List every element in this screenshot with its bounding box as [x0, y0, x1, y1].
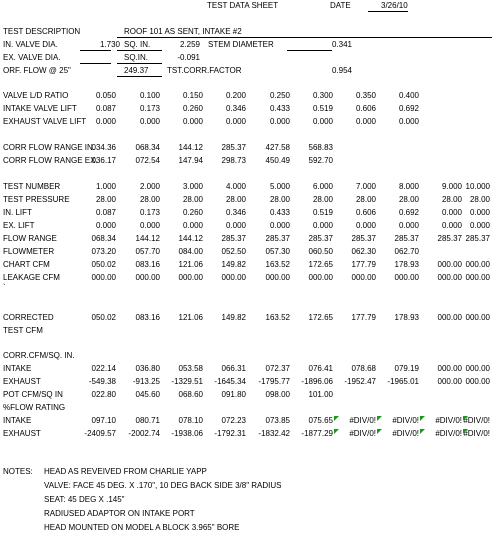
- error-marker-icon: [463, 416, 468, 421]
- cell: 0.000: [95, 221, 116, 230]
- cell: 0.173: [139, 208, 160, 217]
- cell: 0.000: [139, 221, 160, 230]
- cell: 28.00: [398, 195, 419, 204]
- cell: 0.692: [398, 208, 419, 217]
- cell: 285.37: [465, 234, 490, 243]
- sheet-title: TEST DATA SHEET: [207, 1, 279, 10]
- cell: 8.000: [398, 182, 419, 191]
- cell: 000.00: [394, 273, 419, 282]
- cell: -1877.29: [301, 429, 333, 438]
- cell: -1952.47: [344, 377, 376, 386]
- in-valve-label: IN. VALVE DIA.: [3, 40, 58, 49]
- row-label: IN. LIFT: [3, 208, 32, 217]
- cell: 0.606: [355, 208, 376, 217]
- cell: 285.37: [308, 234, 333, 243]
- orf-value: 249.37: [124, 66, 149, 75]
- ex-sq-label: SQ.IN.: [124, 53, 149, 62]
- cell: 28.00: [269, 195, 290, 204]
- cell: 0.400: [398, 91, 419, 100]
- cell: -2002.74: [128, 429, 160, 438]
- row-label: INTAKE: [3, 416, 32, 425]
- cell: -1795.77: [258, 377, 290, 386]
- cell: 28.00: [469, 195, 490, 204]
- cell: 0.150: [182, 91, 203, 100]
- stem-label: STEM DIAMETER: [208, 40, 274, 49]
- cell: 0.000: [398, 221, 419, 230]
- cell: -1329.51: [171, 377, 203, 386]
- cell: 101.00: [308, 390, 333, 399]
- cell: 036.80: [135, 364, 160, 373]
- cell: 0.000: [95, 117, 116, 126]
- ex-valve-label: EX. VALVE DIA.: [3, 53, 61, 62]
- cell: #DIV/0!: [463, 429, 490, 438]
- cell: 084.00: [178, 247, 203, 256]
- cell: 28.00: [312, 195, 333, 204]
- cell: 9.000: [441, 182, 462, 191]
- cell: 144.12: [178, 234, 203, 243]
- cell: 0.250: [269, 91, 290, 100]
- cell: 0.173: [139, 104, 160, 113]
- cell: 000.00: [265, 273, 290, 282]
- note-line: HEAD AS REVEIVED FROM CHARLIE YAPP: [44, 467, 207, 476]
- cell: 0.350: [355, 91, 376, 100]
- note-line: HEAD MOUNTED ON MODEL A BLOCK 3.965" BORE: [44, 523, 240, 532]
- cell: 073.20: [91, 247, 116, 256]
- row-label: CORRECTED: [3, 313, 54, 322]
- cell: 0.519: [312, 208, 333, 217]
- cell: 121.06: [178, 260, 203, 269]
- cell: 427.58: [265, 143, 290, 152]
- cell: 177.79: [351, 260, 376, 269]
- cell: 28.00: [95, 195, 116, 204]
- error-marker-icon: [420, 416, 425, 421]
- cell: 072.54: [135, 156, 160, 165]
- cell: #DIV/0!: [435, 416, 462, 425]
- cell: 285.37: [437, 234, 462, 243]
- desc-underline: [117, 37, 492, 38]
- cell: #DIV/0!: [435, 429, 462, 438]
- cell: 000.00: [351, 273, 376, 282]
- ex-sq-value: -0.091: [177, 53, 200, 62]
- corr-factor-label: TST.CORR.FACTOR: [167, 66, 242, 75]
- cell: 000.00: [465, 364, 490, 373]
- cell: -1896.06: [301, 377, 333, 386]
- cell: 172.65: [308, 313, 333, 322]
- error-marker-icon: [420, 429, 425, 434]
- ex-valve-underline: [80, 63, 111, 64]
- cell: 0.000: [441, 221, 462, 230]
- ex-sq-underline: [117, 63, 162, 64]
- row-label: EXHAUST: [3, 429, 41, 438]
- cell: 0.000: [469, 208, 490, 217]
- cell: 000.00: [308, 273, 333, 282]
- note-line: VALVE: FACE 45 DEG. X .170", 10 DEG BACK SIDE 3/8" RADIUS: [44, 481, 282, 490]
- desc-label: TEST DESCRIPTION: [3, 27, 81, 36]
- cell: 0.346: [225, 208, 246, 217]
- cell: #DIV/0!: [349, 416, 376, 425]
- cell: 000.00: [437, 364, 462, 373]
- cell: 28.00: [355, 195, 376, 204]
- cell: 121.06: [178, 313, 203, 322]
- cell: -913.25: [132, 377, 160, 386]
- cell: -1965.01: [387, 377, 419, 386]
- in-sq-label: SQ. IN.: [124, 40, 151, 49]
- row-label: TEST NUMBER: [3, 182, 61, 191]
- cell: 172.65: [308, 260, 333, 269]
- cell: 000.00: [465, 260, 490, 269]
- cell: #DIV/0!: [392, 429, 419, 438]
- cell: #DIV/0!: [463, 416, 490, 425]
- cell: 144.12: [178, 143, 203, 152]
- cell: 000.00: [465, 377, 490, 386]
- cell: -2409.57: [84, 429, 116, 438]
- cell: 000.00: [437, 313, 462, 322]
- cell: #DIV/0!: [349, 429, 376, 438]
- cell: 045.60: [135, 390, 160, 399]
- cell: 144.12: [135, 234, 160, 243]
- cell: 000.00: [437, 260, 462, 269]
- cell: 000.00: [465, 313, 490, 322]
- row-label: EXHAUST VALVE LIFT: [3, 117, 87, 126]
- cell: 0.519: [312, 104, 333, 113]
- cell: 0.000: [355, 221, 376, 230]
- cell: 0.000: [355, 117, 376, 126]
- cell: 28.00: [139, 195, 160, 204]
- cell: -1645.34: [214, 377, 246, 386]
- cell: 022.14: [91, 364, 116, 373]
- cell: 076.41: [308, 364, 333, 373]
- cell: 000.00: [91, 273, 116, 282]
- cell: 285.37: [351, 234, 376, 243]
- cell: 28.00: [225, 195, 246, 204]
- cell: 0.606: [355, 104, 376, 113]
- cell: 0.100: [139, 91, 160, 100]
- date-underline: [368, 11, 408, 12]
- cell: 0.000: [139, 117, 160, 126]
- row-label: LEAKAGE CFM: [3, 273, 60, 282]
- row-label: %FLOW RATING: [3, 403, 66, 412]
- cell: 057.70: [135, 247, 160, 256]
- cell: 097.10: [91, 416, 116, 425]
- cell: 034.36: [91, 143, 116, 152]
- cell: 178.93: [394, 313, 419, 322]
- cell: 0.200: [225, 91, 246, 100]
- cell: 052.50: [221, 247, 246, 256]
- stem-value: 0.341: [331, 40, 352, 49]
- cell: 062.70: [394, 247, 419, 256]
- cell: 068.34: [91, 234, 116, 243]
- cell: 0.087: [95, 104, 116, 113]
- error-marker-icon: [377, 429, 382, 434]
- cell: 0.300: [312, 91, 333, 100]
- cell: 0.000: [469, 221, 490, 230]
- row-label: CORR.CFM/SQ. IN.: [3, 351, 75, 360]
- cell: 4.000: [225, 182, 246, 191]
- cell: 050.02: [91, 313, 116, 322]
- corr-factor-value: 0.954: [331, 66, 352, 75]
- cell: 080.71: [135, 416, 160, 425]
- notes-label: NOTES:: [3, 467, 33, 476]
- orf-underline: [117, 76, 162, 77]
- row-label: `: [3, 283, 6, 292]
- in-valve-underline: [80, 50, 111, 51]
- cell: 177.79: [351, 313, 376, 322]
- cell: 28.00: [441, 195, 462, 204]
- date-label: DATE: [330, 1, 351, 10]
- row-label: EXHAUST: [3, 377, 41, 386]
- cell: 062.30: [351, 247, 376, 256]
- cell: 7.000: [355, 182, 376, 191]
- row-label: EX. LIFT: [3, 221, 35, 230]
- cell: 073.85: [265, 416, 290, 425]
- cell: 060.50: [308, 247, 333, 256]
- cell: 072.23: [221, 416, 246, 425]
- cell: -549.38: [88, 377, 116, 386]
- cell: 0.000: [441, 208, 462, 217]
- cell: 285.37: [221, 143, 246, 152]
- cell: 075.65: [308, 416, 333, 425]
- cell: 568.83: [308, 143, 333, 152]
- in-sq-underline: [117, 50, 162, 51]
- cell: 083.16: [135, 313, 160, 322]
- cell: 066.31: [221, 364, 246, 373]
- note-line: SEAT: 45 DEG X .145": [44, 495, 125, 504]
- cell: 149.82: [221, 313, 246, 322]
- row-label: CORR FLOW RANGE IN.: [3, 143, 96, 152]
- cell: 6.000: [312, 182, 333, 191]
- error-marker-icon: [334, 416, 339, 421]
- cell: 000.00: [221, 273, 246, 282]
- cell: 000.00: [437, 273, 462, 282]
- cell: 147.94: [178, 156, 203, 165]
- cell: 28.00: [182, 195, 203, 204]
- in-valve-value: 1.730: [99, 40, 120, 49]
- cell: 068.34: [135, 143, 160, 152]
- cell: 0.346: [225, 104, 246, 113]
- row-label: FLOWMETER: [3, 247, 55, 256]
- cell: -1832.42: [258, 429, 290, 438]
- cell: 285.37: [265, 234, 290, 243]
- row-label: FLOW RANGE: [3, 234, 57, 243]
- cell: 2.000: [139, 182, 160, 191]
- date-value: 3/26/10: [381, 1, 408, 10]
- cell: 5.000: [269, 182, 290, 191]
- row-label: POT CFM/SQ IN: [3, 390, 63, 399]
- cell: 022.80: [91, 390, 116, 399]
- cell: 098.00: [265, 390, 290, 399]
- cell: 1.000: [95, 182, 116, 191]
- in-sq-value: 2.259: [179, 40, 200, 49]
- cell: 091.80: [221, 390, 246, 399]
- cell: 000.00: [178, 273, 203, 282]
- cell: 078.68: [351, 364, 376, 373]
- cell: -1938.06: [171, 429, 203, 438]
- row-label: TEST CFM: [3, 326, 43, 335]
- row-label: CORR FLOW RANGE EX.: [3, 156, 98, 165]
- cell: 0.087: [95, 208, 116, 217]
- cell: 083.16: [135, 260, 160, 269]
- error-marker-icon: [463, 429, 468, 434]
- cell: 149.82: [221, 260, 246, 269]
- error-marker-icon: [377, 416, 382, 421]
- cell: 285.37: [394, 234, 419, 243]
- row-label: VALVE L/D RATIO: [3, 91, 69, 100]
- cell: 0.433: [269, 208, 290, 217]
- cell: 0.000: [182, 221, 203, 230]
- cell: #DIV/0!: [392, 416, 419, 425]
- cell: 000.00: [465, 273, 490, 282]
- cell: 163.52: [265, 313, 290, 322]
- cell: 163.52: [265, 260, 290, 269]
- cell: 0.000: [269, 221, 290, 230]
- cell: 178.93: [394, 260, 419, 269]
- error-marker-icon: [334, 429, 339, 434]
- cell: 10.000: [465, 182, 490, 191]
- cell: 0.433: [269, 104, 290, 113]
- cell: 0.000: [269, 117, 290, 126]
- row-label: CHART CFM: [3, 260, 50, 269]
- cell: 0.000: [312, 221, 333, 230]
- cell: 000.00: [135, 273, 160, 282]
- desc-value: ROOF 101 AS SENT, INTAKE #2: [124, 27, 242, 36]
- cell: 298.73: [221, 156, 246, 165]
- cell: 068.60: [178, 390, 203, 399]
- cell: 0.000: [312, 117, 333, 126]
- stem-underline: [287, 50, 332, 51]
- orf-label: ORF. FLOW @ 25": [3, 66, 71, 75]
- note-line: RADIUSED ADAPTOR ON INTAKE PORT: [44, 509, 195, 518]
- row-label: TEST PRESSURE: [3, 195, 70, 204]
- cell: 450.49: [265, 156, 290, 165]
- cell: 0.000: [398, 117, 419, 126]
- cell: 000.00: [437, 377, 462, 386]
- row-label: INTAKE VALVE LIFT: [3, 104, 77, 113]
- cell: 0.260: [182, 104, 203, 113]
- cell: 057.30: [265, 247, 290, 256]
- cell: 053.58: [178, 364, 203, 373]
- cell: 079.19: [394, 364, 419, 373]
- cell: 3.000: [182, 182, 203, 191]
- row-label: INTAKE: [3, 364, 32, 373]
- cell: 078.10: [178, 416, 203, 425]
- cell: 0.692: [398, 104, 419, 113]
- cell: 072.37: [265, 364, 290, 373]
- cell: 0.000: [182, 117, 203, 126]
- cell: 0.050: [95, 91, 116, 100]
- cell: 036.17: [91, 156, 116, 165]
- cell: -1792.31: [214, 429, 246, 438]
- cell: 0.000: [225, 117, 246, 126]
- cell: 0.000: [225, 221, 246, 230]
- cell: 285.37: [221, 234, 246, 243]
- cell: 0.260: [182, 208, 203, 217]
- cell: 050.02: [91, 260, 116, 269]
- cell: 592.70: [308, 156, 333, 165]
